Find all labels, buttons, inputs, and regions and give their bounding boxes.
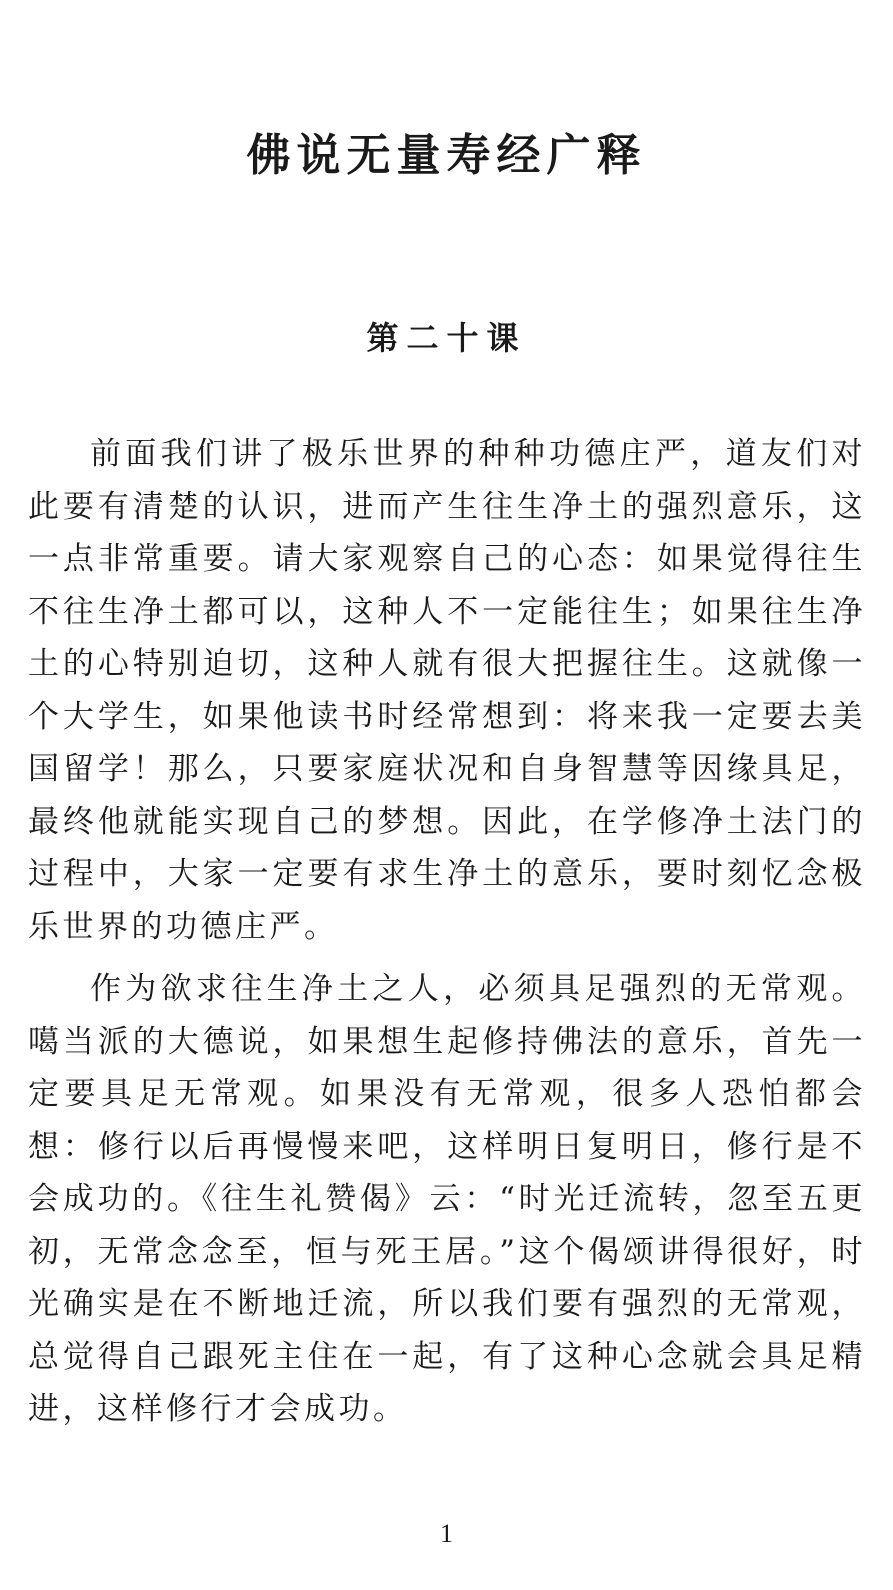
book-title: 佛说无量寿经广释 bbox=[246, 130, 647, 181]
paragraph-2: 作为欲求往生净土之人，必须具足强烈的无常观。噶当派的大德说，如果想生起修持佛法的意乐，首先一定要具足无常观。如果没有无常观，很多人恐怕都会想：修行以后再慢慢来吧，这样明日复明日，修行是不会成功的。《往生礼赞偈》云：“时光迁流转，忽至五更初，无常念念至，恒与死王居。”这个偈颂讲得很好，时光确实是在不断地迁流，所以我们要有强烈的无常观，总觉得自己跟死主住在一起，有了这种心念就会具足精进，这样修行才会成功。 bbox=[28, 971, 866, 1427]
body-text bbox=[28, 428, 866, 1446]
paragraph-1: 前面我们讲了极乐世界的种种功德庄严，道友们对此要有清楚的认识，进而产生往生净土的强烈意乐，这一点非常重要。请大家观察自己的心态：如果觉得往生不往生净土都可以，这种人不一定能往生；如果往生净土的心特别迫切，这种人就有很大把握往生。这就像一个大学生，如果他读书时经常想到：将来我一定要去美国留学！那么，只要家庭状况和自身智慧等因缘具足，最终他就能实现自己的梦想。因此，在学修净土法门的过程中，大家一定要有求生净土的意乐，要时刻忆念极乐世界的功德庄严。 bbox=[28, 436, 866, 945]
lesson-title: 第二十课 bbox=[366, 319, 527, 357]
page-number: 1 bbox=[440, 1519, 453, 1548]
